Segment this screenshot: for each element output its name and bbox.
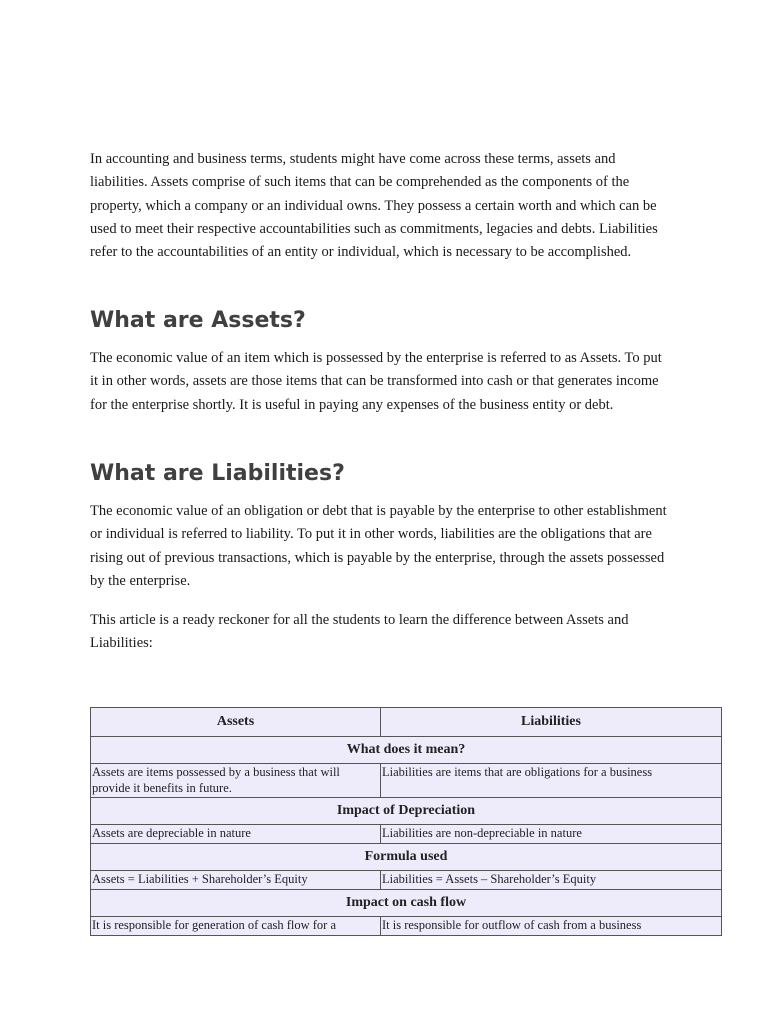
liabilities-cell: Liabilities are items that are obligations for a business [381, 764, 722, 798]
section-row [91, 798, 722, 825]
table-row [91, 825, 722, 844]
section-title: Formula used [91, 844, 722, 871]
liabilities-paragraph: The economic value of an obligation or debt that is payable by the enterprise to other establishment or individual is referred to liability. To put it in other words, liabilities are the obligations that are rising out of previous transactions, which is payable by the enterprise, through the assets possessed by the enterprise. [90, 503, 667, 589]
table-row [91, 764, 722, 798]
comparison-table [90, 707, 722, 936]
section-row [91, 844, 722, 871]
table-row [91, 871, 722, 890]
liabilities-cell: Liabilities are non-depreciable in nature [381, 825, 722, 844]
assets-heading: What are Assets? [90, 308, 306, 333]
section-title: Impact of Depreciation [91, 798, 722, 825]
section-row [91, 890, 722, 917]
column-header-assets: Assets [91, 708, 381, 737]
liabilities-cell: It is responsible for outflow of cash from a business [381, 917, 722, 936]
section-title: What does it mean? [91, 737, 722, 764]
assets-cell: Assets are items possessed by a business that will provide it benefits in future. [91, 764, 381, 798]
section-row [91, 737, 722, 764]
section-title: Impact on cash flow [91, 890, 722, 917]
assets-paragraph: The economic value of an item which is possessed by the enterprise is referred to as Assets. To put it in other words, assets are those items that can be transformed into cash or that generates income for the enterprise shortly. It is useful in paying any expenses of the business entity or debt. [90, 350, 662, 413]
table-header-row [91, 708, 722, 737]
table-row [91, 917, 722, 936]
liabilities-heading: What are Liabilities? [90, 461, 345, 486]
reckoner-paragraph: This article is a ready reckoner for all the students to learn the difference between Assets and Liabilities: [90, 612, 629, 652]
assets-cell: Assets are depreciable in nature [91, 825, 381, 844]
assets-cell: Assets = Liabilities + Shareholder’s Equity [91, 871, 381, 890]
intro-paragraph: In accounting and business terms, students might have come across these terms, assets and liabilities. Assets comprise of such items that can be comprehended as the components of the property, which a company or an individual owns. They possess a certain worth and which can be used to meet their respective accountabilities such as commitments, legacies and debts. Liabilities refer to the accountabilities of an entity or individual, which is necessary to be accomplished. [90, 151, 658, 261]
column-header-liabilities: Liabilities [381, 708, 722, 737]
assets-cell: It is responsible for generation of cash flow for a [91, 917, 381, 936]
liabilities-cell: Liabilities = Assets – Shareholder’s Equity [381, 871, 722, 890]
